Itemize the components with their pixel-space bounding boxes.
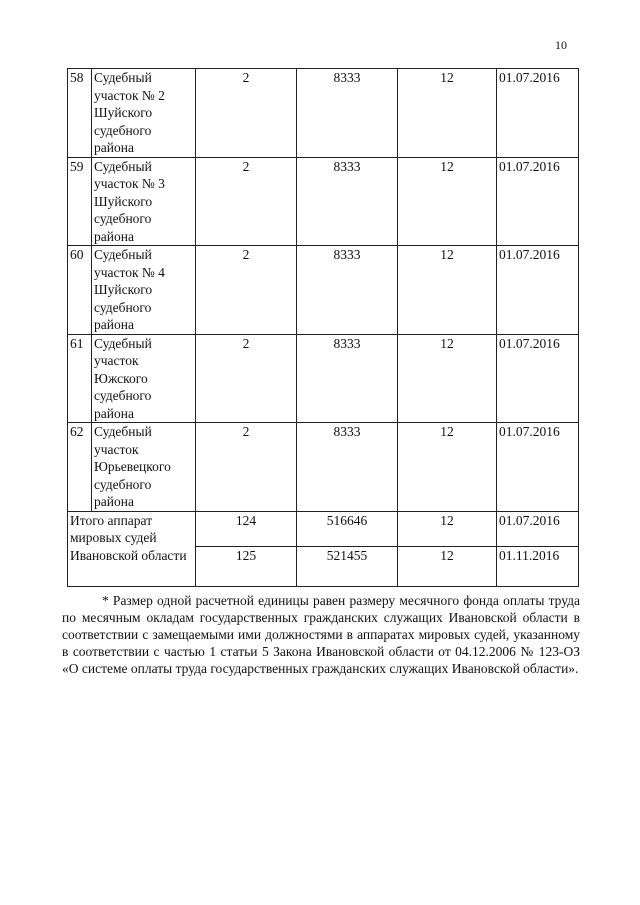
fund-amount: 8333 [297,157,398,246]
fund-amount: 8333 [297,69,398,158]
effective-date: 01.07.2016 [497,246,579,335]
months-count: 12 [398,69,497,158]
units-count: 2 [196,69,297,158]
row-number: 58 [68,69,92,158]
fund-amount: 516646 [297,511,398,546]
units-count: 2 [196,246,297,335]
table-row [68,423,579,512]
table-row [68,246,579,335]
fund-amount: 521455 [297,546,398,586]
table-row [68,334,579,423]
court-name: Судебный участок № 3 Шуйского судебного района [92,157,196,246]
court-name: Судебный участок № 4 Шуйского судебного района [92,246,196,335]
page-number: 10 [555,38,567,52]
fund-amount: 8333 [297,423,398,512]
effective-date: 01.07.2016 [497,69,579,158]
effective-date: 01.07.2016 [497,157,579,246]
fund-amount: 8333 [297,334,398,423]
court-name: Судебный участок Юрьевецкого судебного района [92,423,196,512]
table-row [68,69,579,158]
row-number: 62 [68,423,92,512]
units-count: 2 [196,334,297,423]
months-count: 12 [398,334,497,423]
footnote-text: * Размер одной расчетной единицы равен размеру месячного фонда оплаты труда по месячным окладам государственных гражданских служащих Ивановской области в соответствии с замещаемыми ими должностями в аппаратах мировых судей, указанному в соответствии с частью 1 статьи 5 Закона Ивановской области от 04.12.2006 № 123-ОЗ «О системе оплаты труда государственных гражданских служащих Ивановской области». [62,593,580,676]
court-name: Судебный участок Южского судебного района [92,334,196,423]
total-row [68,511,579,546]
months-count: 12 [398,546,497,586]
row-number: 61 [68,334,92,423]
effective-date: 01.07.2016 [497,423,579,512]
months-count: 12 [398,423,497,512]
row-number: 60 [68,246,92,335]
court-name: Судебный участок № 2 Шуйского судебного района [92,69,196,158]
table-row [68,157,579,246]
row-number: 59 [68,157,92,246]
effective-date: 01.11.2016 [497,546,579,586]
units-count: 2 [196,423,297,512]
effective-date: 01.07.2016 [497,511,579,546]
total-label: Итого аппарат мировых судей Ивановской области [68,511,196,586]
units-count: 2 [196,157,297,246]
staff-table [67,68,579,587]
units-count: 124 [196,511,297,546]
effective-date: 01.07.2016 [497,334,579,423]
footnote [62,592,580,677]
months-count: 12 [398,157,497,246]
units-count: 125 [196,546,297,586]
months-count: 12 [398,511,497,546]
fund-amount: 8333 [297,246,398,335]
months-count: 12 [398,246,497,335]
